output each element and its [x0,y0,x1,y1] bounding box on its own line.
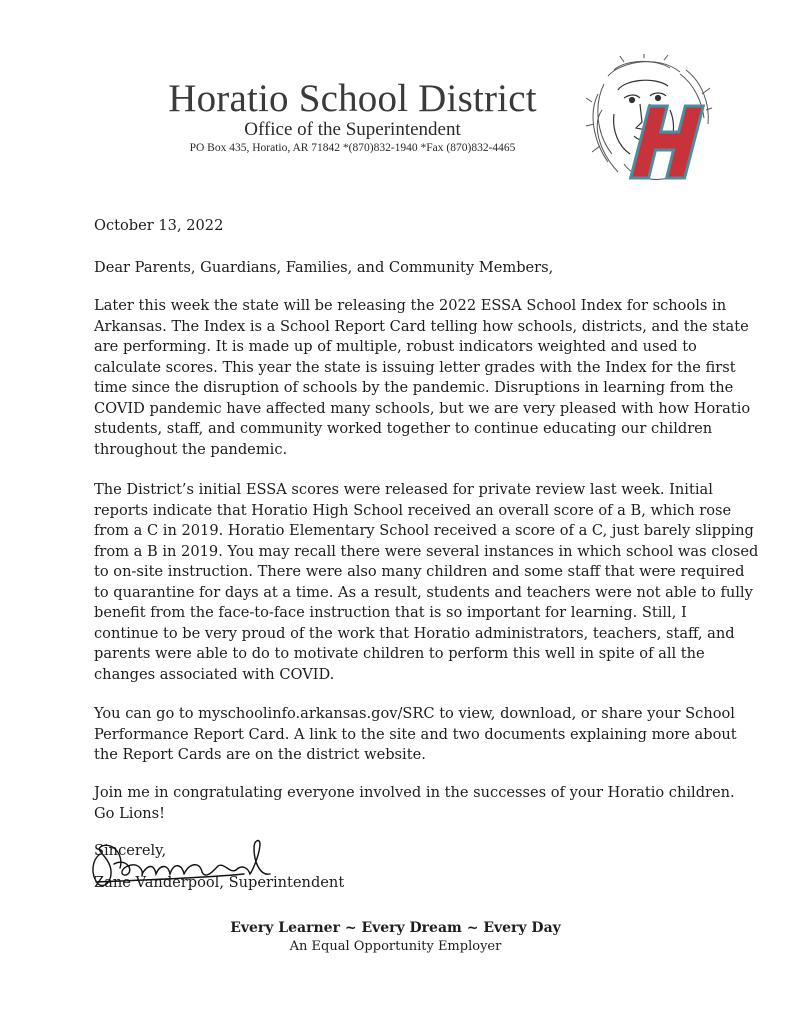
footer-motto: Every Learner ~ Every Dream ~ Every Day [230,920,561,936]
paragraph-line: Go Lions! [94,804,165,822]
paragraph-1 [94,296,751,460]
letter-date: October 13, 2022 [94,217,224,234]
paragraph-line: You can go to myschoolinfo.arkansas.gov/SRC to view, download, or share your School [94,705,735,722]
paragraph-line: changes associated with COVID. [94,665,335,683]
paragraph-line: COVID pandemic have affected many schools, but we are very pleased with how Horatio [94,399,751,417]
paragraph-line: are performing. It is made up of multiple, robust indicators weighted and used to [94,338,697,355]
paragraph-line: the Report Cards are on the district website. [94,746,426,763]
paragraph-line: to on-site instruction. There were also many children and some staff that were required [94,563,745,580]
handwritten-signature [84,834,284,894]
paragraph-3 [94,704,737,766]
paragraph-line: from a C in 2019. Horatio Elementary School received a score of a C, just barely slipping [94,522,754,539]
lion-logo-icon [584,54,714,186]
paragraph-line: calculate scores. This year the state is issuing letter grades with the Index for the first [94,358,736,376]
office-title: Office of the Superintendent [244,119,461,140]
paragraph-line: time since the disruption of schools by the pandemic. Disruptions in learning from the [94,379,734,396]
district-name: Horatio School District [168,77,537,120]
closing: Sincerely, [94,842,167,859]
paragraph-line: Join me in congratulating everyone involved in the successes of your Horatio children. [94,784,735,801]
paragraph-line: Performance Report Card. A link to the site and two documents explaining more about [94,725,737,743]
paragraph-4 [94,783,735,824]
paragraph-line: students, staff, and community worked together to continue educating our children [94,420,713,437]
paragraph-line: throughout the pandemic. [94,440,288,458]
salutation: Dear Parents, Guardians, Families, and Community Members, [94,259,554,276]
contact-info: PO Box 435, Horatio, AR 71842 *(870)832-1940 *Fax (870)832-4465 [189,142,516,154]
paragraph-line: from a B in 2019. You may recall there were several instances in which school was closed [94,542,759,560]
paragraph-line: parents were able to do to motivate children to perform this well in spite of all the [94,645,705,662]
signer-name: Zane Vanderpool, Superintendent [94,874,345,891]
paragraph-line: continue to be very proud of the work that Horatio administrators, teachers, staff, and [94,624,735,642]
paragraph-line: The District’s initial ESSA scores were released for private review last week. Initial [94,481,713,498]
letterhead [0,0,791,200]
paragraph-line: to quarantine for days at a time. As a result, students and teachers were not able to fully [94,583,753,601]
paragraph-line: Later this week the state will be releasing the 2022 ESSA School Index for schools in [94,297,727,314]
paragraph-2 [94,480,759,685]
paragraph-line: benefit from the face-to-face instruction that is so important for learning. Still, I [94,604,687,621]
paragraph-line: reports indicate that Horatio High School received an overall score of a B, which rose [94,501,732,519]
footer-equal-opportunity: An Equal Opportunity Employer [289,939,502,954]
paragraph-line: Arkansas. The Index is a School Report Card telling how schools, districts, and the state [94,317,749,335]
